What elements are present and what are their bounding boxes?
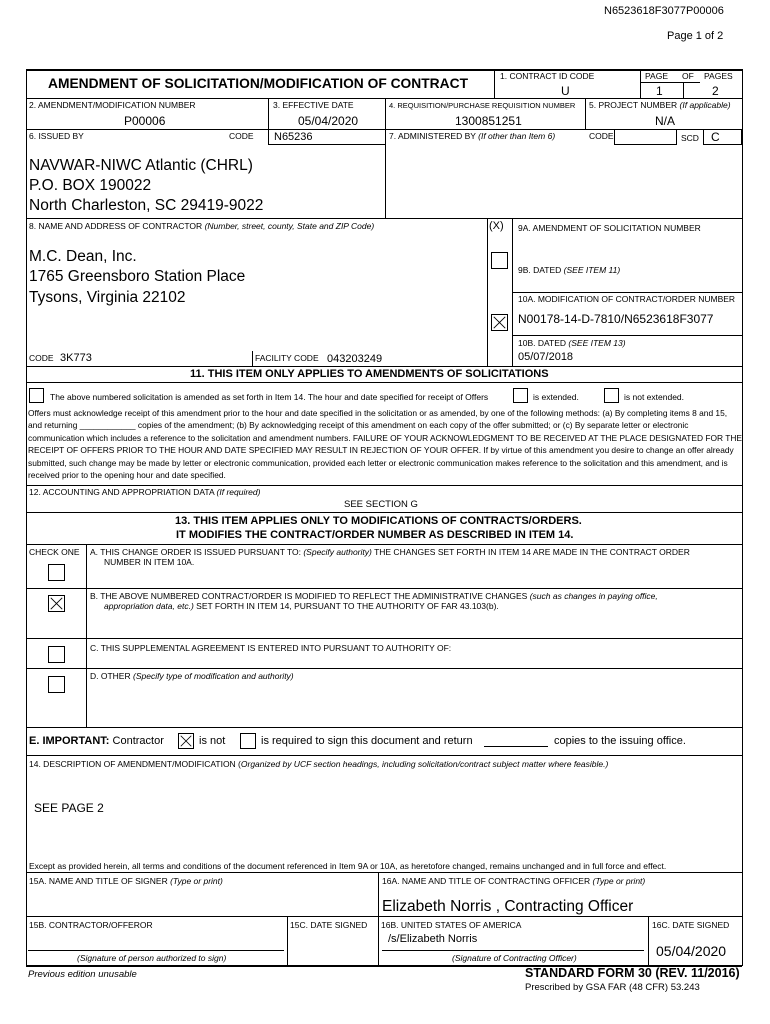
checkbox-option-b[interactable] bbox=[48, 595, 65, 612]
item13-heading-1: 13. THIS ITEM APPLIES ONLY TO MODIFICATIONS OF CONTRACTS/ORDERS. bbox=[175, 515, 582, 527]
rule bbox=[382, 950, 644, 951]
contractor-name: M.C. Dean, Inc. bbox=[29, 248, 137, 265]
rule bbox=[26, 69, 27, 966]
issuer-name: NAVWAR-NIWC Atlantic (CHRL) bbox=[29, 157, 253, 174]
rule bbox=[26, 638, 742, 639]
rule bbox=[26, 382, 742, 383]
project-number-value: N/A bbox=[655, 114, 676, 128]
rule bbox=[640, 69, 641, 99]
officer-name-label: 16A. NAME AND TITLE OF CONTRACTING OFFICER (Type or print) bbox=[382, 876, 646, 886]
prescribed-by-note: Prescribed by GSA FAR (48 CFR) 53.243 bbox=[525, 982, 700, 993]
dated-10b-label: 10B. DATED (SEE ITEM 13) bbox=[518, 338, 626, 348]
document-id: N6523618F3077P00006 bbox=[604, 5, 724, 17]
requisition-number-value: 1300851251 bbox=[455, 114, 522, 128]
scd-value: C bbox=[711, 130, 720, 144]
officer-date-signed-value: 05/04/2020 bbox=[656, 943, 727, 959]
scd-label: SCD bbox=[681, 133, 699, 143]
checkbox-is-extended[interactable] bbox=[513, 388, 528, 403]
contractor-city: Tysons, Virginia 22102 bbox=[29, 289, 186, 306]
item11-instructions: Offers must acknowledge receipt of this amendment prior to the hour and date specified in the solicitation or as amended, by one of the following methods: (a) By completing items 8 and 15, and returning ____________ copies of the amendment; (b) By acknowledging receipt of this amendment on each copy of the offer submitted; or (c) By separate letter or electronic communication which includes a reference to the solicitation and amendment numbers. FAILURE OF YOUR ACKNOWLEDGMENT TO BE RECEIVED AT THE PLACE DESIGNATED FOR THE RECEIPT OF OFFERS PRIOR TO THE HOUR AND DATE SPECIFIED MAY RESULT IN REJECTION OF YOUR OFFER. If by virtue of this amendment you desire to change an offer already submitted, such change may be made by letter or electronic communication, provided each letter or electronic communication makes reference to the solicitation and this amendment, and is received prior to the opening hour and date specified. bbox=[28, 408, 742, 481]
rule bbox=[252, 351, 253, 367]
signature-person-caption: (Signature of person authorized to sign) bbox=[77, 953, 227, 963]
signature-officer-caption: (Signature of Contracting Officer) bbox=[452, 953, 577, 963]
rule bbox=[26, 668, 742, 669]
united-states-label: 16B. UNITED STATES OF AMERICA bbox=[381, 920, 522, 930]
officer-date-signed-label: 16C. DATE SIGNED bbox=[652, 920, 730, 930]
dated-9b-label: 9B. DATED (SEE ITEM 11) bbox=[518, 265, 621, 275]
is-extended-label: is extended. bbox=[533, 392, 579, 402]
checkbox-is-not-extended[interactable] bbox=[604, 388, 619, 403]
facility-code-label: FACILITY CODE bbox=[255, 353, 319, 363]
option-c-text: C. THIS SUPPLEMENTAL AGREEMENT IS ENTERED INTO PURSUANT TO AUTHORITY OF: bbox=[90, 643, 452, 653]
contractor-label: 8. NAME AND ADDRESS OF CONTRACTOR (Number, street, county, State and ZIP Code) bbox=[29, 221, 375, 231]
rule bbox=[28, 950, 284, 951]
previous-edition-note: Previous edition unusable bbox=[28, 969, 137, 980]
contracting-officer-name: Elizabeth Norris , Contracting Officer bbox=[382, 898, 634, 915]
contractor-offeror-label: 15B. CONTRACTOR/OFFEROR bbox=[29, 920, 153, 930]
x-column-label: (X) bbox=[489, 220, 504, 232]
rule bbox=[26, 485, 742, 486]
item11-line1: The above numbered solicitation is amended as set forth in Item 14. The hour and date specified for receipt of Offers bbox=[50, 392, 489, 402]
copies-label: copies to the issuing office. bbox=[554, 735, 686, 747]
rule bbox=[26, 512, 742, 513]
is-not-label: is not bbox=[199, 735, 226, 747]
rule bbox=[683, 83, 684, 99]
check-one-label: CHECK ONE bbox=[29, 547, 80, 557]
rule bbox=[640, 82, 700, 83]
rule bbox=[268, 98, 269, 145]
important-label: E. IMPORTANT: bbox=[29, 735, 110, 747]
checkbox-10a[interactable] bbox=[491, 314, 508, 331]
effective-date-value: 05/04/2020 bbox=[298, 114, 359, 128]
rule bbox=[742, 69, 743, 966]
rule bbox=[512, 335, 742, 336]
officer-signature: /s/Elizabeth Norris bbox=[388, 933, 478, 945]
of-label: OF bbox=[682, 71, 694, 81]
checkbox-option-c[interactable] bbox=[48, 646, 65, 663]
contractor-date-signed-label: 15C. DATE SIGNED bbox=[290, 920, 368, 930]
administered-by-label: 7. ADMINISTERED BY (If other than Item 6) bbox=[389, 131, 556, 141]
modification-10a-value: N00178-14-D-7810/N6523618F3077 bbox=[518, 312, 714, 326]
rule bbox=[26, 366, 742, 367]
option-a-line2: NUMBER IN ITEM 10A. bbox=[104, 557, 195, 567]
item11-heading: 11. THIS ITEM ONLY APPLIES TO AMENDMENTS OF SOLICITATIONS bbox=[190, 368, 549, 380]
option-d-text: D. OTHER (Specify type of modification and authority) bbox=[90, 671, 294, 681]
rule bbox=[385, 98, 386, 219]
dated-10b-value: 05/07/2018 bbox=[518, 351, 574, 363]
important-line bbox=[29, 735, 164, 747]
rule bbox=[26, 544, 742, 545]
rule bbox=[487, 218, 488, 367]
copies-blank bbox=[484, 746, 548, 747]
modification-10a-label: 10A. MODIFICATION OF CONTRACT/ORDER NUMBER bbox=[518, 294, 736, 304]
item12-label: 12. ACCOUNTING AND APPROPRIATION DATA (If required) bbox=[29, 487, 261, 497]
rule bbox=[26, 69, 742, 71]
project-number-label: 5. PROJECT NUMBER (If applicable) bbox=[589, 100, 731, 110]
is-not-extended-label: is not extended. bbox=[624, 392, 685, 402]
rule bbox=[86, 544, 87, 728]
rule bbox=[494, 69, 495, 99]
issued-by-label: 6. ISSUED BY bbox=[29, 131, 84, 141]
item13-heading-2: IT MODIFIES THE CONTRACT/ORDER NUMBER AS DESCRIBED IN ITEM 14. bbox=[176, 529, 574, 541]
standard-form-label: STANDARD FORM 30 (REV. 11/2016) bbox=[525, 966, 740, 980]
rule bbox=[585, 98, 586, 130]
signer-name-label: 15A. NAME AND TITLE OF SIGNER (Type or print) bbox=[29, 876, 223, 886]
rule bbox=[26, 588, 742, 589]
check-x-icon bbox=[179, 734, 193, 748]
rule bbox=[648, 916, 649, 966]
checkbox-option-d[interactable] bbox=[48, 676, 65, 693]
requisition-number-label: 4. REQUISITION/PURCHASE REQUISITION NUMBER bbox=[389, 101, 576, 110]
contractor-code-value: 3K773 bbox=[60, 352, 92, 364]
contract-id-code-value: U bbox=[561, 84, 570, 98]
page-indicator: Page 1 of 2 bbox=[667, 30, 724, 42]
effective-date-label: 3. EFFECTIVE DATE bbox=[273, 100, 354, 110]
rule bbox=[512, 292, 742, 293]
contract-id-code-label: 1. CONTRACT ID CODE bbox=[500, 71, 595, 81]
contractor-word: Contractor bbox=[112, 735, 164, 747]
checkbox-option-a[interactable] bbox=[48, 564, 65, 581]
pages-label: PAGES bbox=[704, 71, 733, 81]
rule bbox=[26, 98, 742, 99]
scd-box bbox=[703, 129, 742, 145]
total-pages: 2 bbox=[712, 84, 719, 98]
rule bbox=[268, 144, 385, 145]
item12-value: SEE SECTION G bbox=[344, 499, 418, 510]
checkbox-is-required[interactable] bbox=[240, 733, 256, 749]
administered-by-code-label: CODE bbox=[589, 131, 614, 141]
item14-value: SEE PAGE 2 bbox=[34, 801, 104, 815]
option-b-line2: appropriation data, etc.) SET FORTH IN ITEM 14, PURSUANT TO THE AUTHORITY OF FAR 43.103(b). bbox=[104, 601, 499, 611]
option-a-line1: A. THIS CHANGE ORDER IS ISSUED PURSUANT TO: (Specify authority) THE CHANGES SET FORTH IN ITEM 14 ARE MADE IN THE CONTRACT ORDER bbox=[90, 547, 690, 557]
rule bbox=[26, 218, 742, 219]
is-required-label: is required to sign this document and return bbox=[261, 735, 473, 747]
rule bbox=[26, 916, 742, 917]
issued-by-code-label: CODE bbox=[229, 131, 254, 141]
amendment-number-label: 2. AMENDMENT/MODIFICATION NUMBER bbox=[29, 100, 196, 110]
amendment-number-value: P00006 bbox=[124, 114, 166, 128]
checkbox-9a[interactable] bbox=[491, 252, 508, 269]
contractor-code-label: CODE bbox=[29, 353, 54, 363]
amendment-9a-label: 9A. AMENDMENT OF SOLICITATION NUMBER bbox=[518, 223, 701, 233]
issuer-city: North Charleston, SC 29419-9022 bbox=[29, 197, 264, 214]
except-text: Except as provided herein, all terms and conditions of the document referenced in Item 9A or 10A, as heretofore changed, remains unchanged and in full force and effect. bbox=[29, 861, 667, 871]
facility-code-value: 043203249 bbox=[327, 353, 383, 365]
check-x-icon bbox=[49, 596, 64, 611]
checkbox-is-not-required[interactable] bbox=[178, 733, 194, 749]
option-b-line1: B. THE ABOVE NUMBERED CONTRACT/ORDER IS MODIFIED TO REFLECT THE ADMINISTRATIVE CHANGES (such as changes in paying office, bbox=[90, 591, 658, 601]
issuer-po-box: P.O. BOX 190022 bbox=[29, 177, 152, 194]
checkbox-solicitation-amended[interactable] bbox=[29, 388, 44, 403]
rule bbox=[26, 727, 742, 728]
rule bbox=[512, 218, 513, 367]
form-title: AMENDMENT OF SOLICITATION/MODIFICATION OF CONTRACT bbox=[48, 76, 468, 91]
rule bbox=[378, 872, 379, 966]
administered-by-code-box bbox=[614, 129, 677, 145]
item14-label: 14. DESCRIPTION OF AMENDMENT/MODIFICATION (Organized by UCF section headings, including solicitation/contract subject matter where feasible.) bbox=[29, 759, 609, 769]
page-number: 1 bbox=[656, 84, 663, 98]
issued-by-code-value: N65236 bbox=[274, 131, 313, 143]
rule bbox=[287, 916, 288, 966]
contractor-street: 1765 Greensboro Station Place bbox=[29, 268, 246, 285]
page-label: PAGE bbox=[645, 71, 668, 81]
rule bbox=[26, 755, 742, 756]
rule bbox=[26, 872, 742, 873]
check-x-icon bbox=[492, 315, 507, 330]
